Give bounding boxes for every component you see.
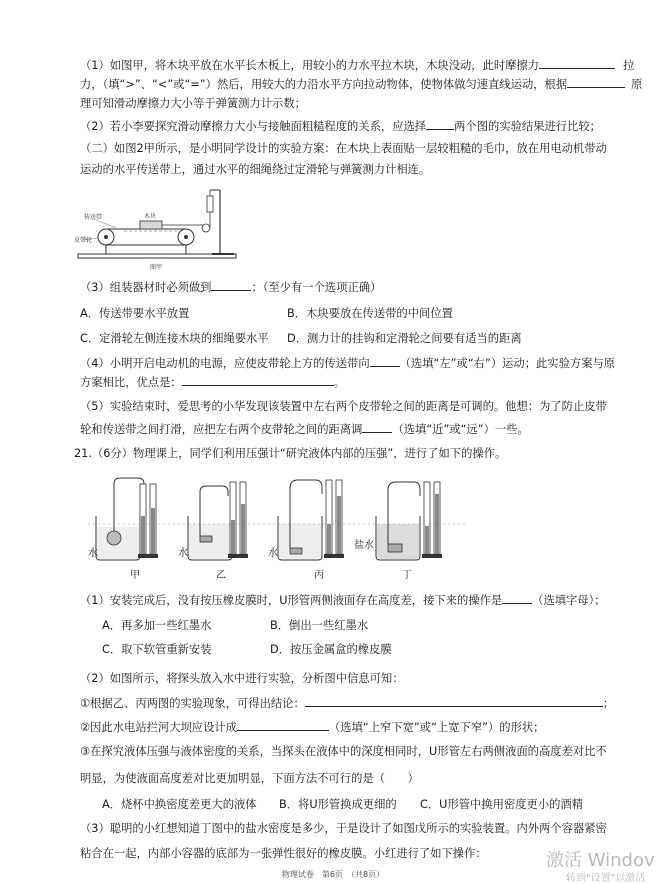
q21-question-3-line-2: 粘合在一起，内部小容器的底部为一张弹性很好的橡皮膜。小红进行了如下操作：: [80, 847, 487, 860]
label-belt: 传送带: [84, 214, 103, 221]
q21-sub-3-line-1: ③在探究液体压强与液体密度的关系，当探头在液体中的深度相同时，U形管左右两侧液面的高度差对比不: [80, 745, 607, 758]
blank-principle[interactable]: [567, 76, 625, 88]
activation-watermark: 激活 Windov: [546, 850, 655, 871]
blank-friction[interactable]: [539, 57, 615, 69]
label-wheel: 皮带轮: [74, 237, 93, 244]
label-water-3: 水: [268, 548, 278, 559]
option-21-1a[interactable]: A．再多加一些红墨水: [102, 619, 212, 632]
q20-part-2: （2）若小李要探究滑动摩擦力大小与接触面粗糙程度的关系，应选择 两个图的实验结果进行比较；: [80, 120, 601, 133]
option-21-3b[interactable]: B．将U形管换成更细的: [279, 798, 397, 811]
setup-3: [278, 480, 344, 560]
blank-select-figures[interactable]: [426, 118, 454, 130]
option-21-1b[interactable]: B．倒出一些红墨水: [270, 619, 369, 632]
q20-line-3: 理可知滑动摩擦力大小等于弹簧测力计示数；: [80, 97, 306, 110]
q20-line-2: 力，（填“>”、“<”或“=”）然后，用较大的力沿水平方向拉动物体，使物体做匀速直线运动，根据 原: [80, 78, 643, 91]
q20-question-3: （3）组装器材时必须做到 ；（至少有一个选项正确）: [80, 281, 382, 294]
blank-distance[interactable]: [362, 421, 392, 433]
q21-question-3-line-1: （3）聪明的小红想知道丁图中的盐水密度是多少，于是设计了如图戊所示的实验装置。内外两个容器紧密: [80, 822, 607, 835]
q21-sub-1: ①根据乙、丙两图的实验现象，可得出结论： ；: [80, 697, 615, 710]
label-block: 木块: [144, 213, 157, 220]
blank-direction[interactable]: [370, 355, 400, 367]
page-footer: 物理试卷 第6页 （共8页）: [281, 870, 385, 879]
q20-question-5-line-2: 轮和传送带之间打滑，应把左右两个皮带轮之间的距离调 （选填“近”或“远”）一些。: [80, 423, 529, 436]
caption-yi: 乙: [216, 570, 226, 581]
blank-conclusion[interactable]: [305, 695, 603, 707]
q21-question-1: （1）安装完成后，没有按压橡皮膜时，U形管两侧液面存在高度差，接下来的操作是 （选填字母）；: [80, 594, 606, 607]
blank-dam-shape[interactable]: [237, 719, 329, 731]
q20-line-1: （1）如图甲，将木块平放在水平长木板上，用较小的力水平拉木块，木块没动，此时摩擦力 拉: [80, 59, 635, 72]
q20-question-5-line-1: （5）实验结束时，爱思考的小华发现该装置中左右两个皮带轮之间的距离是可调的。他想：为了防止皮带: [80, 400, 607, 413]
option-21-3c[interactable]: C．U形管中换用密度更小的酒精: [420, 798, 584, 811]
activation-watermark-sub: 转到"设置"以激活: [566, 873, 646, 884]
caption-ding: 丁: [402, 570, 412, 581]
setup-1: [96, 478, 158, 560]
label-water-2: 水: [178, 548, 188, 559]
blank-advantage[interactable]: [182, 374, 334, 386]
option-21-1d[interactable]: D．按压金属盒的橡皮膜: [270, 643, 392, 656]
label-water-1: 水: [88, 548, 98, 559]
q21-sub-3-line-2: 明显，为使液面高度差对比更加明显，下面方法不可行的是（ ）: [80, 772, 419, 785]
option-21-1c[interactable]: C．取下软管重新安装: [102, 643, 212, 656]
q20-question-4-line-2: 方案相比，优点是： 。: [80, 376, 345, 389]
q21-question-2: （2）如图所示，将探头放入水中进行实验，分析图中信息可知：: [80, 672, 404, 685]
caption-bing: 丙: [314, 570, 324, 581]
option-3c[interactable]: C．定滑轮左侧连接木块的细绳要水平: [80, 332, 269, 345]
q21-title: 21.（6分）物理课上，同学们利用压强计“研究液体内部的压强”，进行了如下的操作。: [74, 447, 507, 460]
q20-section-2-line-1: （二）如图2甲所示，是小明同学设计的实验方案：在木块上表面贴一层较粗糙的毛巾，放在用电动机带动: [80, 142, 607, 155]
q20-question-4-line-1: （4）小明开启电动机的电源，应使皮带轮上方的传送带向 （选填“左”或“右”）运动；此实验方案与原: [80, 357, 616, 370]
figure-caption-conveyor: 图甲: [150, 264, 163, 271]
option-3a[interactable]: A．传送带要水平放置: [80, 307, 190, 320]
blank-q3[interactable]: [211, 279, 251, 291]
option-3b[interactable]: B．木块要放在传送带的中间位置: [287, 307, 453, 320]
label-salt-water: 盐水: [354, 540, 374, 551]
q20-section-2-line-2: 运动的水平传送带上，通过水平的细绳绕过定滑轮与弹簧测力计相连。: [80, 163, 431, 176]
setup-4: [376, 482, 442, 560]
blank-q21-1[interactable]: [502, 592, 532, 604]
option-3d[interactable]: D．测力计的挂钩和定滑轮之间要有适当的距离: [287, 332, 522, 345]
setup-2: [188, 482, 248, 560]
pressure-gauge-figure: [88, 472, 468, 582]
caption-jia: 甲: [130, 570, 140, 581]
q21-sub-2: ②因此水电站拦河大坝应设计成 （选填“上窄下宽”或“上宽下窄”）的形状；: [80, 721, 545, 734]
conveyor-belt-figure: [74, 190, 248, 271]
option-21-3a[interactable]: A．烧杯中换密度差更大的液体: [102, 798, 257, 811]
